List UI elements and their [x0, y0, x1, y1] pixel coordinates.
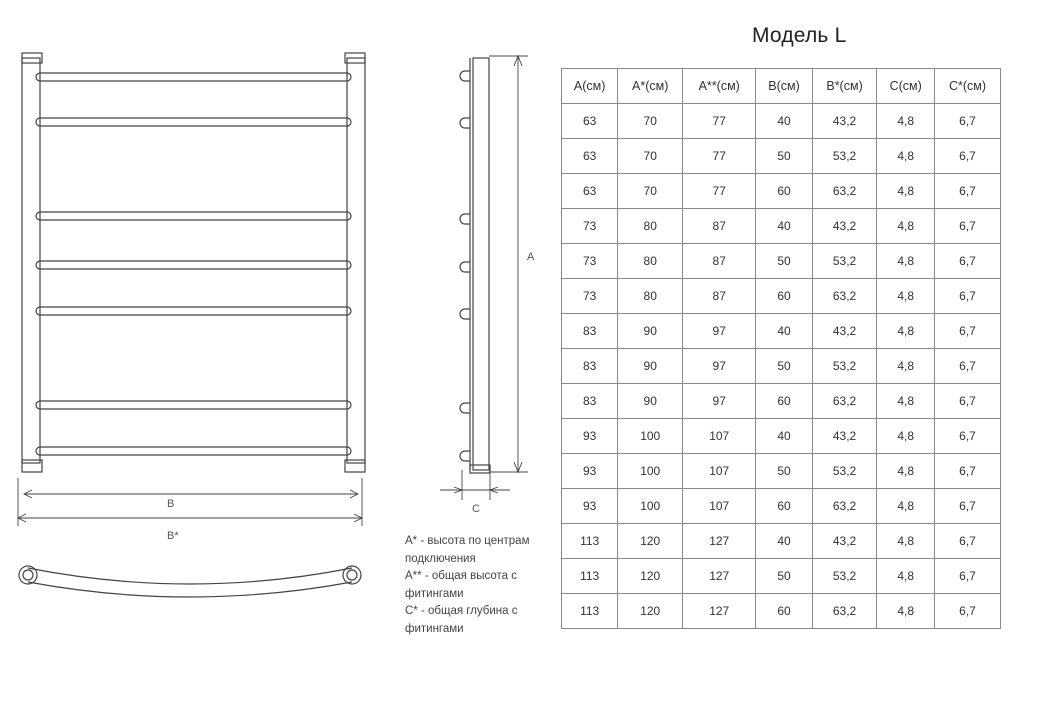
column-header: A(см) — [562, 69, 618, 104]
table-cell: 4,8 — [877, 139, 935, 174]
table-cell: 4,8 — [877, 244, 935, 279]
crossbar-stub — [460, 118, 470, 128]
table-row — [562, 524, 1001, 559]
crossbar — [36, 401, 351, 409]
table-cell: 90 — [618, 349, 683, 384]
table-cell: 50 — [756, 454, 812, 489]
table-cell: 80 — [618, 279, 683, 314]
column-header: C*(см) — [934, 69, 1000, 104]
crossbar — [36, 73, 351, 81]
table-cell: 77 — [683, 104, 756, 139]
table-cell: 80 — [618, 209, 683, 244]
table-row — [562, 314, 1001, 349]
table-cell: 53,2 — [812, 349, 877, 384]
table-cell: 53,2 — [812, 139, 877, 174]
table-cell: 4,8 — [877, 384, 935, 419]
width-dimensions — [18, 478, 362, 526]
table-cell: 50 — [756, 139, 812, 174]
table-cell: 100 — [618, 419, 683, 454]
table-cell: 6,7 — [934, 349, 1000, 384]
table-cell: 6,7 — [934, 209, 1000, 244]
crossbar-stub — [460, 262, 470, 272]
table-cell: 87 — [683, 244, 756, 279]
table-cell: 40 — [756, 419, 812, 454]
table-cell: 4,8 — [877, 524, 935, 559]
table-cell: 4,8 — [877, 279, 935, 314]
table-cell: 107 — [683, 454, 756, 489]
table-cell: 50 — [756, 244, 812, 279]
table-cell: 70 — [618, 139, 683, 174]
table-cell: 113 — [562, 559, 618, 594]
table-cell: 83 — [562, 349, 618, 384]
table-cell: 83 — [562, 314, 618, 349]
depth-dimension — [440, 470, 510, 500]
table-cell: 93 — [562, 419, 618, 454]
table-cell: 63 — [562, 174, 618, 209]
model-title: Модель L — [752, 24, 847, 47]
table-cell: 53,2 — [812, 244, 877, 279]
table-cell: 97 — [683, 384, 756, 419]
right-bottom-fitting — [345, 460, 365, 472]
table-cell: 63 — [562, 104, 618, 139]
table-cell: 6,7 — [934, 454, 1000, 489]
table-cell: 90 — [618, 314, 683, 349]
table-cell: 60 — [756, 174, 812, 209]
table-cell: 113 — [562, 594, 618, 629]
table-row — [562, 104, 1001, 139]
dimensions-table — [561, 68, 1001, 629]
crossbars — [36, 73, 351, 455]
table-cell: 97 — [683, 349, 756, 384]
crossbar — [36, 212, 351, 220]
table-cell: 127 — [683, 594, 756, 629]
table-cell: 4,8 — [877, 349, 935, 384]
table-cell: 4,8 — [877, 594, 935, 629]
table-row — [562, 384, 1001, 419]
crossbar — [36, 307, 351, 315]
crossbar-stub — [460, 403, 470, 413]
table-cell: 73 — [562, 209, 618, 244]
table-cell: 107 — [683, 489, 756, 524]
top-view — [19, 566, 361, 597]
table-cell: 6,7 — [934, 104, 1000, 139]
total-width-label: B* — [167, 530, 179, 542]
table-row — [562, 489, 1001, 524]
table-cell: 80 — [618, 244, 683, 279]
note-c-star: C* - общая глубина с фитингами — [405, 605, 518, 635]
table-cell: 63,2 — [812, 489, 877, 524]
table-cell: 83 — [562, 384, 618, 419]
table-cell: 93 — [562, 489, 618, 524]
table-row — [562, 349, 1001, 384]
table-cell: 6,7 — [934, 139, 1000, 174]
crossbar — [36, 261, 351, 269]
table-cell: 63,2 — [812, 174, 877, 209]
table-cell: 43,2 — [812, 419, 877, 454]
table-cell: 60 — [756, 594, 812, 629]
table-cell: 6,7 — [934, 314, 1000, 349]
table-row — [562, 244, 1001, 279]
table-cell: 97 — [683, 314, 756, 349]
table-cell: 120 — [618, 524, 683, 559]
table-cell: 6,7 — [934, 524, 1000, 559]
table-cell: 107 — [683, 419, 756, 454]
table-cell: 100 — [618, 489, 683, 524]
table-cell: 50 — [756, 559, 812, 594]
table-cell: 6,7 — [934, 244, 1000, 279]
table-cell: 4,8 — [877, 454, 935, 489]
notes — [405, 533, 565, 638]
table-cell: 50 — [756, 349, 812, 384]
table-cell: 60 — [756, 279, 812, 314]
column-header: B*(см) — [812, 69, 877, 104]
left-bottom-fitting — [22, 460, 42, 472]
table-row — [562, 419, 1001, 454]
front-view — [22, 53, 365, 472]
side-view — [460, 58, 490, 473]
table-cell: 40 — [756, 104, 812, 139]
table-cell: 4,8 — [877, 174, 935, 209]
table-cell: 60 — [756, 384, 812, 419]
table-cell: 6,7 — [934, 419, 1000, 454]
table-cell: 4,8 — [877, 419, 935, 454]
table-cell: 53,2 — [812, 559, 877, 594]
crossbar-stub — [460, 214, 470, 224]
height-label: A — [527, 251, 535, 263]
table-row — [562, 279, 1001, 314]
table-cell: 120 — [618, 594, 683, 629]
table-cell: 127 — [683, 524, 756, 559]
table-cell: 6,7 — [934, 594, 1000, 629]
table-cell: 87 — [683, 279, 756, 314]
column-header: C(см) — [877, 69, 935, 104]
crossbar-stub — [460, 71, 470, 81]
table-cell: 90 — [618, 384, 683, 419]
table-cell: 53,2 — [812, 454, 877, 489]
table-cell: 6,7 — [934, 559, 1000, 594]
table-cell: 120 — [618, 559, 683, 594]
table-cell: 43,2 — [812, 104, 877, 139]
right-end-circle — [343, 566, 361, 584]
table-cell: 4,8 — [877, 104, 935, 139]
table-cell: 63,2 — [812, 594, 877, 629]
table-cell: 43,2 — [812, 209, 877, 244]
table-cell: 43,2 — [812, 524, 877, 559]
table-row — [562, 559, 1001, 594]
table-row — [562, 174, 1001, 209]
note-a-star: A* - высота по центрам подключения — [405, 535, 530, 565]
table-cell: 73 — [562, 279, 618, 314]
table-cell: 127 — [683, 559, 756, 594]
table-row — [562, 139, 1001, 174]
depth-label: C — [472, 503, 480, 515]
table-cell: 77 — [683, 139, 756, 174]
table-cell: 93 — [562, 454, 618, 489]
crossbar — [36, 447, 351, 455]
table-cell: 6,7 — [934, 489, 1000, 524]
table-cell: 77 — [683, 174, 756, 209]
table-cell: 100 — [618, 454, 683, 489]
crossbar — [36, 118, 351, 126]
crossbar-stub — [460, 451, 470, 461]
side-upright — [473, 58, 489, 470]
table-cell: 63 — [562, 139, 618, 174]
table-cell: 40 — [756, 524, 812, 559]
note-a-double-star: A** - общая высота с фитингами — [405, 570, 517, 600]
table-cell: 6,7 — [934, 279, 1000, 314]
table-cell: 40 — [756, 314, 812, 349]
table-cell: 87 — [683, 209, 756, 244]
column-header: A**(см) — [683, 69, 756, 104]
column-header: B(см) — [756, 69, 812, 104]
left-end-circle — [19, 566, 37, 584]
table-cell: 63,2 — [812, 279, 877, 314]
table-row — [562, 594, 1001, 629]
table-header-row — [562, 69, 1001, 104]
table-row — [562, 209, 1001, 244]
table-cell: 43,2 — [812, 314, 877, 349]
table-row — [562, 454, 1001, 489]
table-cell: 70 — [618, 104, 683, 139]
height-dimension — [489, 56, 528, 472]
table-cell: 73 — [562, 244, 618, 279]
table-cell: 63,2 — [812, 384, 877, 419]
table-cell: 6,7 — [934, 384, 1000, 419]
table-cell: 113 — [562, 524, 618, 559]
table-cell: 4,8 — [877, 559, 935, 594]
table-cell: 4,8 — [877, 314, 935, 349]
width-label: B — [167, 498, 175, 510]
table-cell: 40 — [756, 209, 812, 244]
table-cell: 60 — [756, 489, 812, 524]
table-cell: 4,8 — [877, 489, 935, 524]
table-cell: 6,7 — [934, 174, 1000, 209]
side-stubs — [460, 71, 470, 461]
table-cell: 4,8 — [877, 209, 935, 244]
column-header: A*(см) — [618, 69, 683, 104]
crossbar-stub — [460, 309, 470, 319]
table-cell: 70 — [618, 174, 683, 209]
